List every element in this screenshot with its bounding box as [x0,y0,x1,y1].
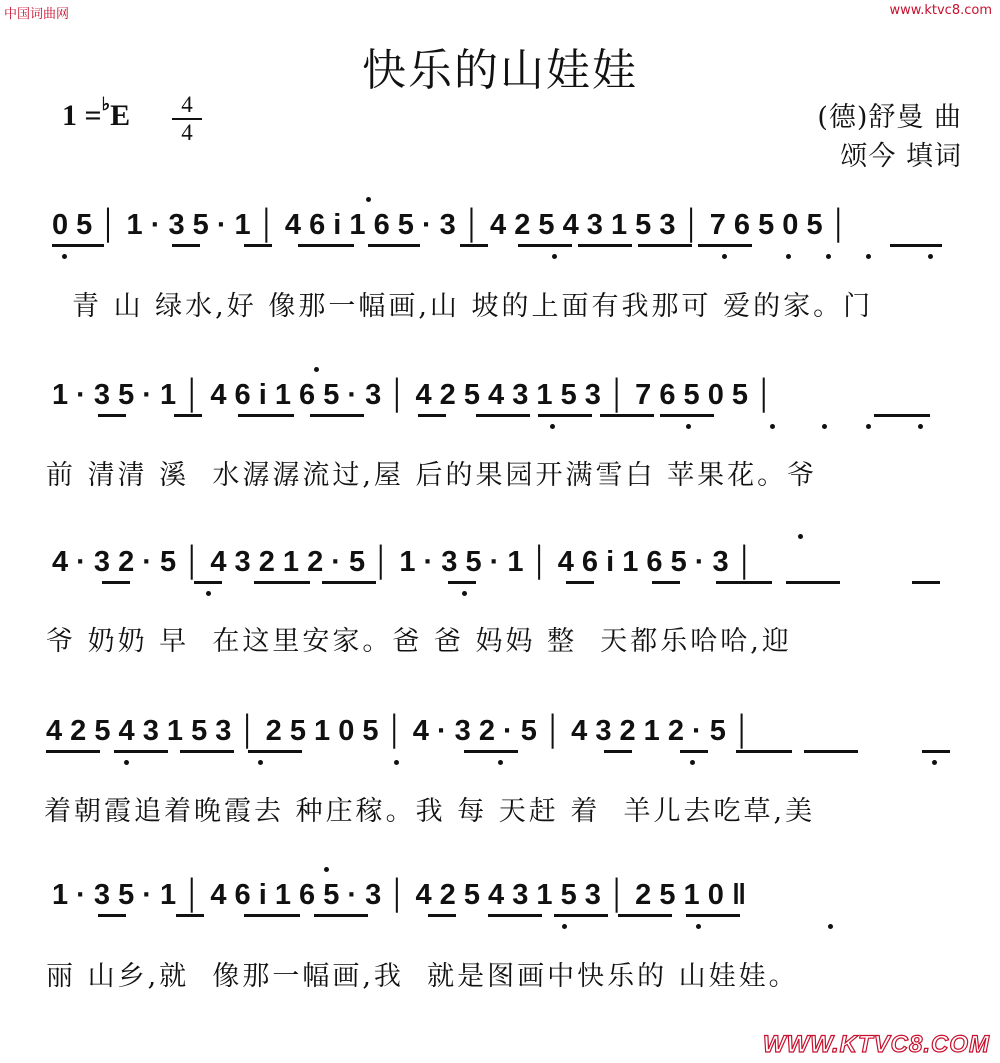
lyrics-line: 丽 山乡,就 像那一幅画,我 就是图画中快乐的 山娃娃。 [46,961,799,992]
song-title: 快乐的山娃娃 [362,45,638,96]
key-signature [62,94,131,133]
key-prefix: 1 = [62,99,102,132]
composer-credit: (德)舒曼 曲 [817,102,962,133]
lyrics-line: 青 山 绿水,好 像那一幅画,山 坡的上面有我那可 爱的家。门 [72,291,874,322]
notation-line: 4 · 3 2 · 5 │ 4 3 2 1 2 · 5 │ 1 · 3 5 · 1 │ 4 6 i 1 6 5 · 3 │ [52,546,755,578]
notation-line: 4 2 5 4 3 1 5 3 │ 2 5 1 0 5 │ 4 · 3 2 · 5 │ 4 3 2 1 2 · 5 │ [46,715,753,747]
lyricist-credit: 颂今 填词 [840,141,962,172]
lyrics-line: 着朝霞追着晚霞去 种庄稼。我 每 天赶 着 羊儿去吃草,美 [44,796,816,827]
time-top: 4 [181,92,193,117]
notation-line: 1 · 3 5 · 1 │ 4 6 i 1 6 5 · 3 │ 4 2 5 4 3 1 5 3 │ 7 6 5 0 5 │ [52,379,775,411]
flat-symbol: ♭ [101,94,111,114]
watermark-site-left: 中国词曲网 [4,7,70,22]
key-note: E [110,99,131,132]
time-signature [172,94,202,144]
notation-line: 0 5 │ 1 · 3 5 · 1 │ 4 6 i 1 6 5 · 3 │ 4 2 5 4 3 1 5 3 │ 7 6 5 0 5 │ [52,209,849,241]
lyrics-line: 爷 奶奶 早 在这里安家。爸 爸 妈妈 整 天都乐哈哈,迎 [46,626,792,657]
watermark-site-bottom: WWW.KTVC8.COM [762,1031,990,1058]
notation-line: 1 · 3 5 · 1 │ 4 6 i 1 6 5 · 3 │ 4 2 5 4 3 1 5 3 │ 2 5 1 0 ‖ [52,879,747,911]
lyrics-line: 前 清清 溪 水潺潺流过,屋 后的果园开满雪白 苹果花。爷 [46,460,818,491]
watermark-site-right: www.ktvc8.com [889,3,992,18]
time-bottom: 4 [181,120,193,145]
